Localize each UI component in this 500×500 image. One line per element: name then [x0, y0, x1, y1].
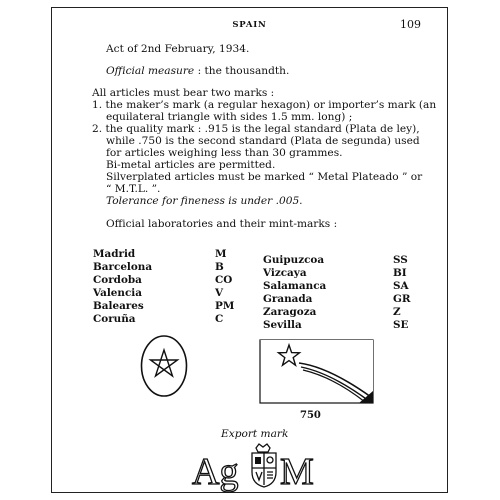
lab-mark: V: [215, 287, 224, 299]
silverplated-line2: “ M.T.L. ”.: [106, 183, 161, 195]
lab-mark: C: [215, 313, 224, 325]
item2-line3: for articles weighing less than 30 grammes.: [106, 147, 343, 159]
labs-heading: Official laboratories and their mint-marks :: [106, 218, 338, 230]
lab-city: Granada: [263, 293, 313, 305]
lab-mark: B: [215, 261, 224, 273]
marks-intro: All articles must bear two marks :: [92, 87, 275, 99]
shooting-star-750-mark: [259, 339, 375, 405]
lab-city: Baleares: [93, 300, 144, 312]
silverplated-line1: Silverplated articles must be marked “ Metal Plateado ” or: [106, 171, 423, 183]
lab-city: Guipuzcoa: [263, 254, 325, 266]
lab-city: Cordoba: [93, 274, 142, 286]
lab-city: Madrid: [93, 248, 136, 260]
official-measure-line: [106, 65, 289, 77]
lab-city: Zaragoza: [263, 306, 317, 318]
export-mark-ag-m: [192, 444, 314, 493]
export-mark-ag-text: Ag: [192, 451, 239, 493]
lab-mark: GR: [393, 293, 411, 305]
lab-mark: SE: [393, 319, 409, 331]
act-line: Act of 2nd February, 1934.: [106, 43, 250, 55]
lab-mark: M: [215, 248, 227, 260]
running-header: SPAIN: [232, 20, 267, 30]
official-measure-value: : the thousandth.: [197, 65, 290, 77]
lab-city: Valencia: [93, 287, 142, 299]
tolerance-line: Tolerance for fineness is under .005.: [106, 195, 303, 207]
lab-mark: PM: [215, 300, 235, 312]
lab-mark: Z: [393, 306, 401, 318]
lab-city: Vizcaya: [263, 267, 307, 279]
lab-city: Coruña: [93, 313, 136, 325]
lab-city: Sevilla: [263, 319, 302, 331]
item2-line1: 2. the quality mark : .915 is the legal standard (Plata de ley),: [92, 123, 420, 135]
item1-line2: equilateral triangle with sides 1.5 mm. long) ;: [106, 111, 353, 123]
pentagram-oval-mark: [139, 333, 189, 399]
page-number: 109: [400, 18, 421, 31]
item1-line1: 1. the maker’s mark (a regular hexagon) or importer’s mark (an: [92, 99, 437, 111]
lab-mark: CO: [215, 274, 233, 286]
lab-city: Salamanca: [263, 280, 327, 292]
book-page: [51, 7, 448, 493]
export-mark-caption: Export mark: [221, 428, 289, 440]
item2-line2: while .750 is the second standard (Plata de segunda) used: [106, 135, 420, 147]
lab-mark: SS: [393, 254, 408, 266]
official-measure-label: Official measure: [106, 65, 195, 77]
lab-mark: SA: [393, 280, 409, 292]
standard-750-caption: 750: [300, 410, 321, 421]
lab-mark: BI: [393, 267, 407, 279]
export-mark-m-text: M: [280, 451, 314, 493]
bimetal-line: Bi-metal articles are permitted.: [106, 159, 276, 171]
lab-city: Barcelona: [93, 261, 153, 273]
